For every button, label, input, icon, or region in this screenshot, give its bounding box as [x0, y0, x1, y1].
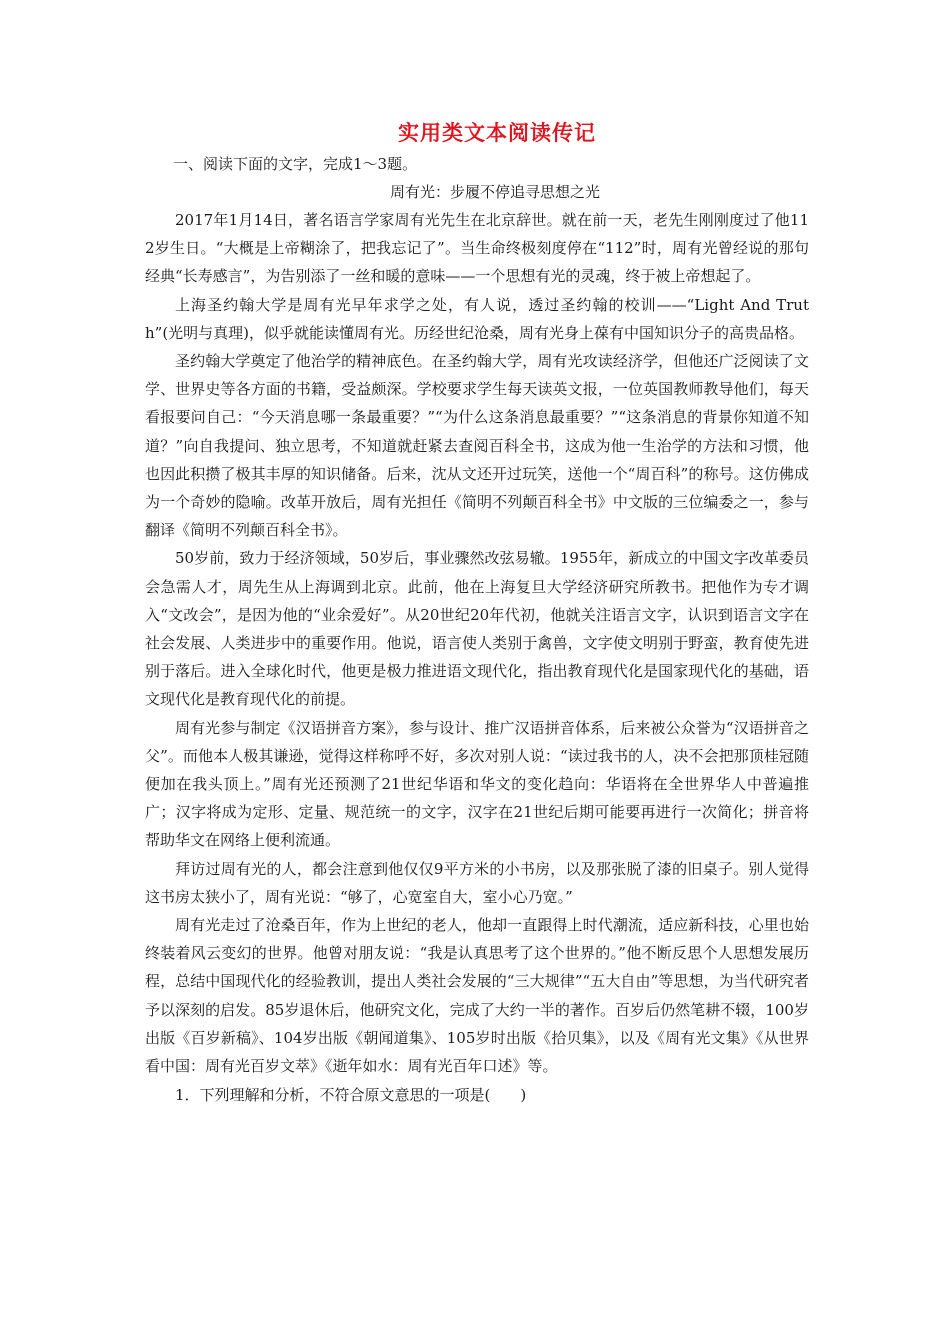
question-1: 1．下列理解和分析，不符合原文意思的一项是( ): [175, 1086, 527, 1105]
document-title: 实用类文本阅读传记: [398, 120, 596, 145]
section-heading: 一、阅读下面的文字，完成1～3题。: [173, 155, 418, 173]
paragraph: 周有光走过了沧桑百年，作为上世纪的老人，他却一直跟得上时代潮流，适应新科技，心里也始终装着风云变幻的世界。他曾对朋友说：“我是认真思考了这个世界的。”他不断反思个人思想发展历程，总结中国现代化的经验教训，提出人类社会发展的“三大规律”“五大自由”等思想，为当代研究者予以深刻的启发。85岁退休后，他研究文化，完成了大约一半的著作。百岁后仍然笔耕不辍，100岁出版《百岁新稿》、104岁出版《朝闻道集》、105岁时出版《拾贝集》，以及《周有光文集》《从世界看中国：周有光百岁文萃》《逝年如水：周有光百年口述》等。: [145, 916, 809, 1076]
article-title: 周有光：步履不停追寻思想之光: [389, 183, 600, 201]
paragraph: 圣约翰大学奠定了他治学的精神底色。在圣约翰大学，周有光攻读经济学，但他还广泛阅读了文学、世界史等各方面的书籍，受益颇深。学校要求学生每天读英文报，一位英国教师教导他们，每天看报要问自己：“今天消息哪一条最重要？”“为什么这条消息最重要？”“这条消息的背景你知道不知道？”向自我提问、独立思考，不知道就赶紧去查阅百科全书，这成为他一生治学的方法和习惯，他也因此积攒了极其丰厚的知识储备。后来，沈从文还开过玩笑，送他一个“周百科”的称号。这仿佛成为一个奇妙的隐喻。改革开放后，周有光担任《简明不列颠百科全书》中文版的三位编委之一，参与翻译《简明不列颠百科全书》。: [145, 352, 809, 540]
paragraph: 上海圣约翰大学是周有光早年求学之处，有人说，透过圣约翰的校训——“Light And Truth”(光明与真理)，似乎就能读懂周有光。历经世纪沧桑，周有光身上葆有中国知识分子的高贵品格。: [145, 295, 809, 342]
paragraph: 周有光参与制定《汉语拼音方案》，参与设计、推广汉语拼音体系，后来被公众誉为“汉语拼音之父”。而他本人极其谦逊，觉得这样称呼不好，多次对别人说：“读过我书的人，决不会把那顶桂冠随便加在我头顶上。”周有光还预测了21世纪华语和华文的变化趋向：华语将在全世界华人中普遍推广；汉字将成为定形、定量、规范统一的文字，汉字在21世纪后期可能要再进行一次简化；拼音将帮助华文在网络上便利流通。: [145, 718, 809, 850]
paragraph: 2017年1月14日，著名语言学家周有光先生在北京辞世。就在前一天，老先生刚刚度过了他112岁生日。“大概是上帝糊涂了，把我忘记了”。当生命终极刻度停在“112”时，周有光曾经说的那句经典“长寿感言”，为告别添了一丝和暖的意味——一个思想有光的灵魂，终于被上帝想起了。: [145, 211, 809, 286]
paragraph: 拜访过周有光的人，都会注意到他仅仅9平方米的小书房，以及那张脱了漆的旧桌子。别人觉得这书房太狭小了，周有光说：“够了，心宽室自大，室小心乃宽。”: [145, 859, 809, 906]
document-page: [145, 118, 809, 1109]
paragraph: 50岁前，致力于经济领域，50岁后，事业骤然改弦易辙。1955年，新成立的中国文字改革委员会急需人才，周先生从上海调到北京。此前，他在上海复旦大学经济研究所教书。把他作为专才调入“文改会”，是因为他的“业余爱好”。从20世纪20年代初，他就关注语言文字，认识到语言文字在社会发展、人类进步中的重要作用。他说，语言使人类别于禽兽，文字使文明别于野蛮，教育使先进别于落后。进入全球化时代，他更是极力推进语文现代化，指出教育现代化是国家现代化的基础，语文现代化是教育现代化的前提。: [145, 549, 809, 709]
